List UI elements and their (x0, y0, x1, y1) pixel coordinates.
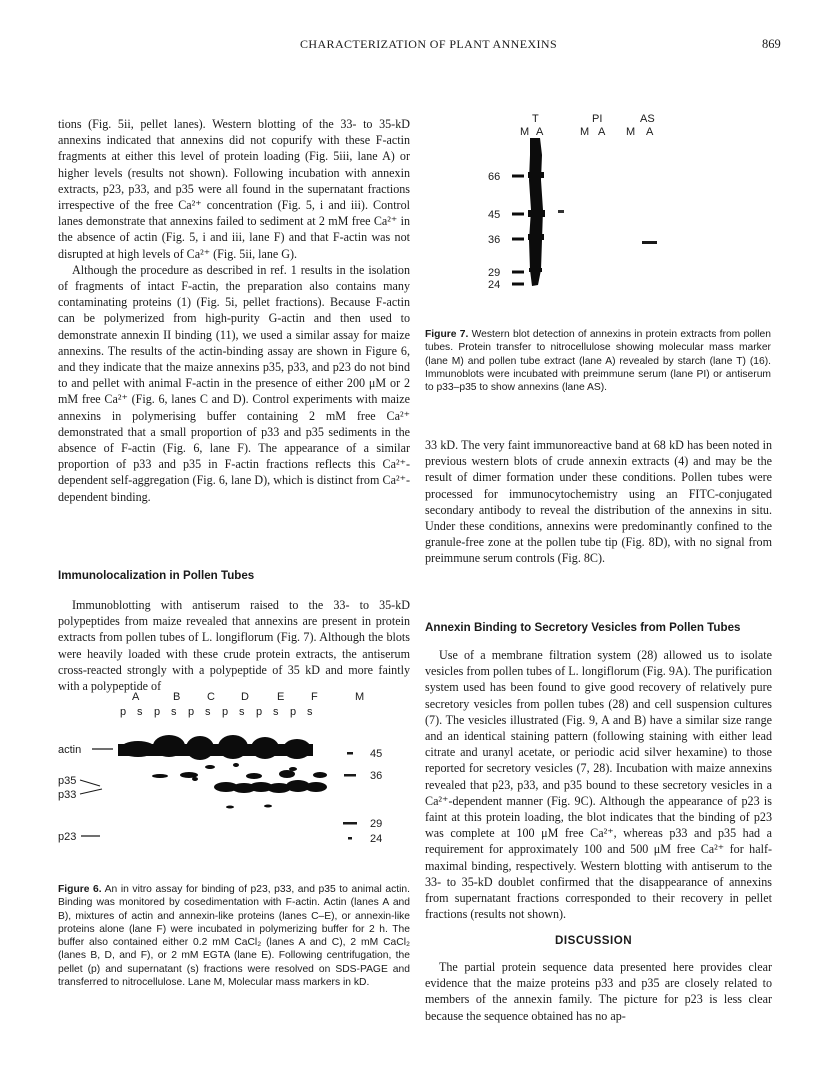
figure-7-caption-label: Figure 7. (425, 329, 469, 340)
figure-6-lane-label: C (207, 691, 215, 703)
figure-6-blot (58, 688, 413, 868)
figure-6-fraction-label: s (239, 706, 245, 718)
right-para-2: Use of a membrane filtration system (28) allowed us to isolate vesicles from pollen tubes of L. longiflorum (Fig. 9A). The purification system used has been found to give good recovery of relatively pure secretory vesicles from pollen tubes (28) and cell suspension cultures (7). The vesicles illustrated (Fig. 9, A and B) have a similar size range and an identical staining pattern (following staining with either lead citrate and uranyl acetate, or periodic acid silver hexamine) to those reported for secretory vesicles (7, 28). Incubation with maize annexins revealed that p23, p33, and p35 bound to these secretory vesicles in a Ca²⁺-dependent manner (Fig. 9C). Although the appearance of p23 is faint at this protein loading, the blot indicates that the binding of p23 was complete at 100 μM free Ca²⁺, whereas p33 and p35 had a requirement for approximately 100 and 500 μM free Ca²⁺ for half-maximal binding, respectively. Western blotting with antiserum to the 33- to 35-kD doublet confirmed that the disappearance of annexins from supernatant fractions corresponded to their recovery in pellet fractions (results not shown). (425, 648, 772, 922)
figure-6-fraction-label: s (273, 706, 279, 718)
left-para-3: Immunoblotting with antiserum raised to the 33- to 35-kD polypeptides from maize revealed that annexins are present in protein extracts from pollen tubes of L. longiflorum (Fig. 7). Although the blots were heavily loaded with these crude protein extracts, the antiserum cross-reacted strongly with a polypeptide of 35 kD and more faintly with a polypeptide of (58, 598, 410, 694)
right-column-text-2 (425, 647, 772, 922)
figure-6-fraction-label: p (120, 706, 127, 718)
figure-7-group-label: PI (592, 113, 603, 125)
left-column-text (58, 116, 410, 505)
figure-6-lane-label: E (277, 691, 285, 703)
figure-6-annexin-band (233, 763, 239, 767)
figure-6-marker-label: 45 (370, 748, 383, 760)
figure-7-caption-text: Western blot detection of annexins in protein extracts from pollen tubes. Protein transfer to nitrocellulose showing molecular mass marker (lane M) and pollen tube extract (lane A) revealed by starch (lane T) (16). Immunoblots were incubated with preimmune serum (lane PI) or antiserum to p33–p35 to show annexins (lane AS). (425, 329, 771, 394)
figure-6-annexin-band (305, 782, 327, 792)
figure-7-marker-label: 29 (488, 267, 501, 279)
figure-6-marker-label: 36 (370, 770, 383, 782)
figure-6-fraction-label: p (154, 706, 161, 718)
figure-7-marker-label: 45 (488, 209, 501, 221)
figure-7-lane-label: A (536, 126, 544, 138)
figure-6-lane-label: F (311, 691, 318, 703)
figure-7-marker-band (512, 283, 524, 286)
figure-7-lane-label: M (580, 126, 590, 138)
figure-7-marker-band (512, 271, 524, 274)
left-para-2: Although the procedure as described in ref. 1 results in the isolation of fragments of intact F-actin, the preparation also contains many contaminating proteins (1) (Fig. 5i, pellet fractions). Because F-actin can be polymerized from high-purity G-actin and then used to demonstrate annexin II binding (11), we used a similar assay for maize annexins. The results of the actin-binding assay are shown in Figure 6, and they indicate that the maize annexins p35, p33, and p23 do not bind to and pellet with animal F-actin in the presence of either 200 μM or 2 mM free Ca²⁺ (Fig. 6, lanes C and D). Control experiments with maize annexins in polymerising buffer containing 2 mM free Ca²⁺ demonstrated that a small proportion of p33 and p35 sediments in the absence of F-actin (Fig. 6, lane F). The appearance of a similar proportion of p33 and p35 in F-actin fractions reflects this Ca²⁺-dependent self-aggregation (Fig. 6, lane D), which is distinct from Ca²⁺-dependent binding. (58, 262, 410, 504)
figure-6-lane-label: A (132, 691, 140, 703)
figure-6-fraction-label: p (222, 706, 229, 718)
figure-6-caption (58, 883, 410, 989)
figure-7-group-label: T (532, 113, 539, 125)
figure-7-lane-label: A (598, 126, 606, 138)
running-title: CHARACTERIZATION OF PLANT ANNEXINS (300, 37, 558, 51)
figure-6-caption-text: An in vitro assay for binding of p23, p33, and p35 to animal actin. Binding was monitored by cosedimentation with F-actin. Actin (lanes A and B), mixtures of actin and annexin-like proteins (lanes C–E), or annexin-like proteins alone (lane F) were incubated in polymerizing buffer for 2 h. The buffer also contained either 0.2 mM CaCl₂ (lanes A and C), 2 mM CaCl₂ (lanes B, D, and F), or 2 mM EGTA (lane E). Following centrifugation, the pellet (p) and supernatant (s) fractions were resolved on SDS-PAGE and transferred to nitrocellulose. Lane M, Molecular mass markers in kD. (58, 884, 410, 989)
section-heading-vesicles: Annexin Binding to Secretory Vesicles from Pollen Tubes (425, 621, 741, 634)
figure-7-as-band (642, 241, 657, 244)
figure-6-annexin-band (226, 806, 234, 809)
figure-6-annexin-band (313, 772, 327, 778)
figure-6-annexin-band (205, 765, 215, 769)
figure-6-fraction-label: s (307, 706, 313, 718)
figure-7-lane-label: M (626, 126, 636, 138)
figure-6-fraction-label: p (188, 706, 195, 718)
figure-6-marker-band (343, 822, 357, 825)
figure-6-marker-label: 24 (370, 833, 383, 845)
figure-7-marker-band (512, 213, 524, 216)
right-para-1: 33 kD. The very faint immunoreactive band at 68 kD has been noted in previous western blots of crude annexin extracts (4) and may be the result of dimer formation under these conditions. Pollen tubes were processed for immunocytochemistry using an FITC-conjugated secondary antibody to reveal the distribution of the annexins in situ. Under these conditions, annexins were predominantly confined to the granule-free zone at the pollen tube tip (Fig. 8D), with no signal from preimmune serum controls (Fig. 8C). (425, 438, 772, 566)
figure-7-marker-label: 66 (488, 171, 501, 183)
figure-6-annexin-band (152, 774, 168, 778)
figure-6-annexin-band (246, 773, 262, 779)
figure-6-marker-band (348, 837, 352, 840)
figure-6-annexin-band (192, 777, 198, 781)
figure-6-fraction-label: p (290, 706, 297, 718)
figure-6-caption-label: Figure 6. (58, 884, 102, 895)
section-heading-immunolocalization: Immunolocalization in Pollen Tubes (58, 569, 255, 582)
figure-7-marker-label: 36 (488, 234, 501, 246)
figure-7-group-label: AS (640, 113, 655, 125)
figure-7-caption (425, 328, 771, 394)
figure-7-lane-label: A (646, 126, 654, 138)
section-heading-discussion: DISCUSSION (555, 934, 633, 947)
figure-7-lane-label: M (520, 126, 530, 138)
figure-6-lane-label: B (173, 691, 181, 703)
figure-7-marker-band (512, 238, 524, 241)
right-para-3: The partial protein sequence data presented here provides clear evidence that the maize proteins p33 and p35 are closely related to members of the annexin family. The picture for p23 is less clear because the sequence obtained has no ap- (425, 960, 772, 1023)
figure-6-fraction-label: s (137, 706, 143, 718)
left-para-1: tions (Fig. 5ii, pellet lanes). Western blotting of the 33- to 35-kD annexins indicated that annexins did not copurify with these F-actin fragments at either this level of protein loading (Fig. 5iii, lane A) or higher levels (results not shown). Following incubation with annexin extracts, p23, p33, and p35 were all found in the supernatant fractions irrespective of the free Ca²⁺ concentration (Fig. 5, i and iii). Control lanes demonstrate that annexins failed to sediment at 2 mM free Ca²⁺ in the absence of actin (Fig. 5, i and iii, lane F) and that F-actin was not disrupted at high levels of Ca²⁺ (Fig. 5ii, lane G). (58, 117, 410, 261)
figure-6-fraction-label: s (171, 706, 177, 718)
figure-6-actin-band (118, 744, 313, 756)
right-column-text-3 (425, 959, 772, 1024)
figure-6-marker-band (347, 752, 353, 755)
figure-6-marker-label: 29 (370, 818, 383, 830)
figure-6-annexin-band (264, 805, 272, 808)
figure-6-marker-band (344, 774, 356, 777)
left-column-text-2 (58, 597, 410, 694)
figure-6-annexin-band (279, 770, 295, 778)
figure-7-marker-label: 24 (488, 279, 501, 291)
figure-6-annexin-band (289, 767, 297, 771)
figure-6-lane-label: M (355, 691, 365, 703)
figure-7-marker-band (512, 175, 524, 178)
page-number: 869 (762, 37, 781, 51)
figure-6-lane-label: D (241, 691, 249, 703)
figure-6-band-label: p33 (58, 789, 77, 801)
figure-7-blot (480, 110, 700, 310)
figure-6-fraction-label: s (205, 706, 211, 718)
figure-6-fraction-label: p (256, 706, 263, 718)
figure-6-band-label: p35 (58, 775, 77, 787)
figure-6-band-label: p23 (58, 831, 77, 843)
right-column-text (425, 437, 772, 567)
figure-6-band-label: actin (58, 744, 82, 756)
